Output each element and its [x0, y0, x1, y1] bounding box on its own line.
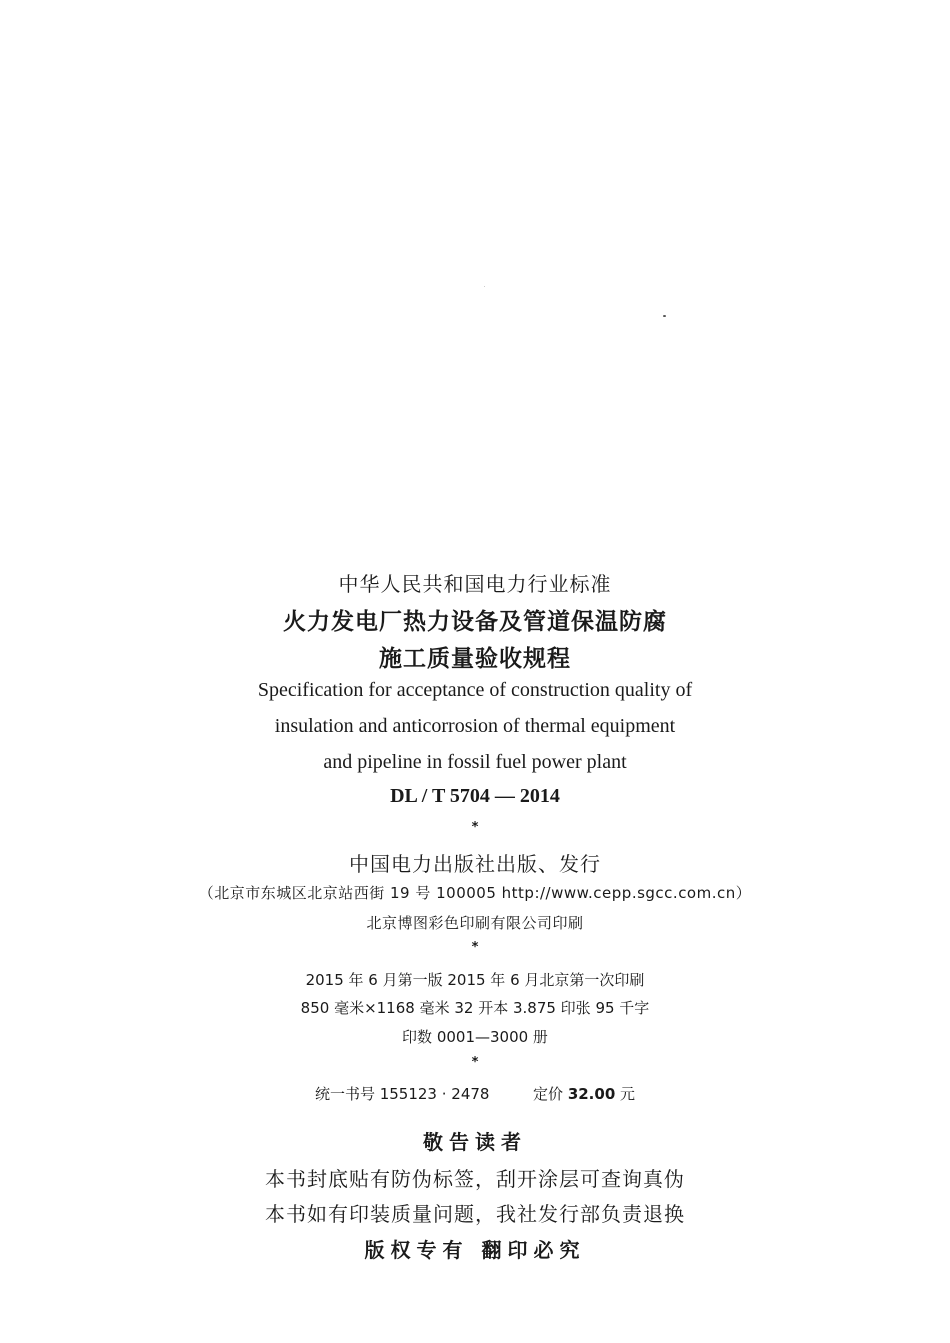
notice-title: 敬告读者: [423, 1130, 527, 1154]
publisher: 中国电力出版社出版、发行: [349, 852, 601, 876]
notice-line2: 本书如有印装质量问题，我社发行部负责退换: [265, 1202, 685, 1226]
copyright: 版权专有 翻印必究: [364, 1238, 586, 1262]
book-number-row: [0, 1083, 950, 1104]
publisher-address: （北京市东城区北京站西街 19 号 100005 http://www.cepp.sgcc.com.cn）: [198, 884, 752, 902]
title-cn-line2: 施工质量验收规程: [379, 646, 571, 672]
title-en-line1: Specification for acceptance of construction quality of: [257, 679, 693, 701]
standard-code: DL / T 5704 — 2014: [390, 785, 560, 807]
title-en-line2: insulation and anticorrosion of thermal equipment: [274, 715, 676, 737]
book-number: 统一书号 155123 · 2478: [314, 1085, 490, 1103]
title-cn-line1: 火力发电厂热力设备及管道保温防腐: [283, 609, 667, 635]
standard-type: 中华人民共和国电力行业标准: [338, 572, 612, 596]
edition-info: 2015 年 6 月第一版 2015 年 6 月北京第一次印刷: [305, 971, 645, 989]
price-unit: 元: [620, 1085, 636, 1103]
title-en-line3: and pipeline in fossil fuel power plant: [323, 751, 627, 773]
separator-star: *: [471, 1055, 479, 1070]
notice-line1: 本书封底贴有防伪标签，刮开涂层可查询真伪: [265, 1167, 685, 1191]
separator-star: *: [471, 820, 479, 835]
printer: 北京博图彩色印刷有限公司印刷: [366, 914, 584, 932]
price-value: 32.00: [567, 1085, 616, 1103]
price-label: 定价: [533, 1085, 564, 1103]
format-info: 850 毫米×1168 毫米 32 开本 3.875 印张 95 千字: [300, 999, 650, 1017]
scan-speck: [663, 315, 666, 317]
scan-speck: [484, 286, 485, 287]
separator-star: *: [471, 940, 479, 955]
print-run: 印数 0001—3000 册: [402, 1028, 548, 1046]
